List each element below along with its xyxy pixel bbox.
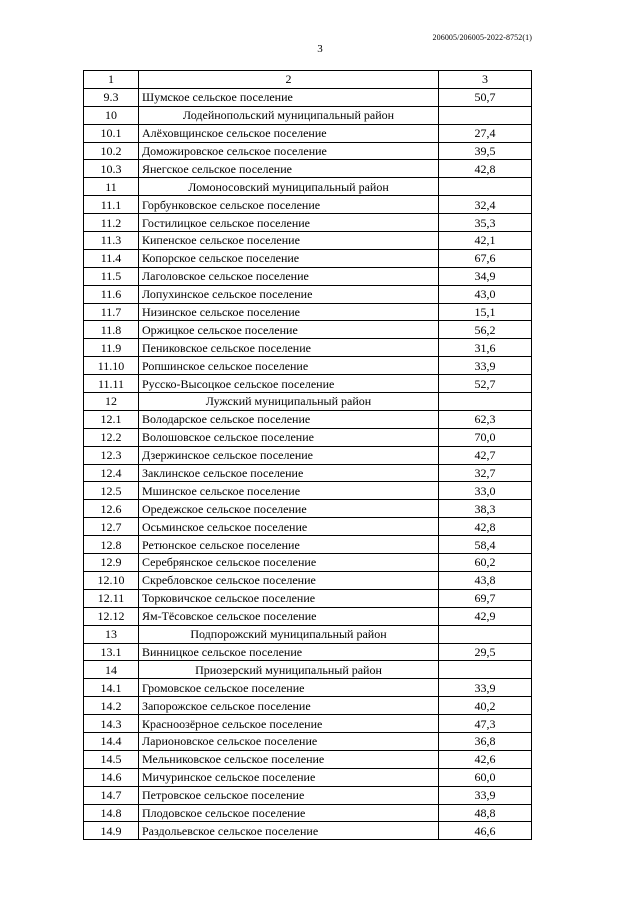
column-header-3: 3 [439, 71, 532, 89]
row-number: 12 [84, 393, 139, 411]
row-value: 42,6 [439, 750, 532, 768]
row-value: 33,9 [439, 786, 532, 804]
column-header-2: 2 [139, 71, 439, 89]
table-row [84, 536, 532, 554]
row-value [439, 178, 532, 196]
row-value: 48,8 [439, 804, 532, 822]
row-number: 12.4 [84, 464, 139, 482]
row-number: 9.3 [84, 88, 139, 106]
row-value: 60,2 [439, 554, 532, 572]
row-value: 50,7 [439, 88, 532, 106]
row-number: 12.5 [84, 482, 139, 500]
district-name: Лодейнопольский муниципальный район [139, 106, 439, 124]
table-row [84, 804, 532, 822]
table-row [84, 786, 532, 804]
settlement-name: Заклинское сельское поселение [139, 464, 439, 482]
table-header-row [84, 71, 532, 89]
settlement-name: Ларионовское сельское поселение [139, 732, 439, 750]
district-row [84, 393, 532, 411]
table-body [84, 88, 532, 839]
row-value [439, 393, 532, 411]
settlement-name: Винницкое сельское поселение [139, 643, 439, 661]
settlement-name: Мшинское сельское поселение [139, 482, 439, 500]
row-value: 33,0 [439, 482, 532, 500]
document-id: 206005/206005-2022-8752(1) [432, 33, 532, 42]
row-value: 32,4 [439, 196, 532, 214]
district-row [84, 625, 532, 643]
settlement-name: Плодовское сельское поселение [139, 804, 439, 822]
row-number: 14 [84, 661, 139, 679]
row-value: 42,7 [439, 446, 532, 464]
row-value: 15,1 [439, 303, 532, 321]
row-value [439, 106, 532, 124]
settlement-name: Дзержинское сельское поселение [139, 446, 439, 464]
table-row [84, 142, 532, 160]
row-number: 11.8 [84, 321, 139, 339]
row-value: 46,6 [439, 822, 532, 840]
row-number: 12.12 [84, 607, 139, 625]
row-number: 11.5 [84, 267, 139, 285]
table-row [84, 88, 532, 106]
row-value: 42,1 [439, 232, 532, 250]
settlement-name: Низинское сельское поселение [139, 303, 439, 321]
settlement-name: Пениковское сельское поселение [139, 339, 439, 357]
row-value: 43,0 [439, 285, 532, 303]
row-value: 40,2 [439, 697, 532, 715]
table-row [84, 679, 532, 697]
row-value: 42,9 [439, 607, 532, 625]
settlement-name: Алёховщинское сельское поселение [139, 124, 439, 142]
settlement-name: Русско-Высоцкое сельское поселение [139, 375, 439, 393]
table-row [84, 518, 532, 536]
table-row [84, 357, 532, 375]
district-row [84, 661, 532, 679]
table-row [84, 428, 532, 446]
settlement-name: Петровское сельское поселение [139, 786, 439, 804]
row-number: 14.5 [84, 750, 139, 768]
row-number: 12.1 [84, 410, 139, 428]
row-value: 67,6 [439, 249, 532, 267]
table-row [84, 267, 532, 285]
district-row [84, 106, 532, 124]
row-value: 33,9 [439, 357, 532, 375]
row-number: 14.4 [84, 732, 139, 750]
district-name: Приозерский муниципальный район [139, 661, 439, 679]
row-value: 43,8 [439, 571, 532, 589]
table-row [84, 160, 532, 178]
table-row [84, 464, 532, 482]
settlement-name: Володарское сельское поселение [139, 410, 439, 428]
table-row [84, 446, 532, 464]
row-number: 12.9 [84, 554, 139, 572]
row-value: 42,8 [439, 160, 532, 178]
row-value: 29,5 [439, 643, 532, 661]
settlement-name: Запорожское сельское поселение [139, 697, 439, 715]
table-row [84, 715, 532, 733]
row-value [439, 661, 532, 679]
settlement-name: Красноозёрное сельское поселение [139, 715, 439, 733]
row-value: 42,8 [439, 518, 532, 536]
table-row [84, 249, 532, 267]
row-number: 14.7 [84, 786, 139, 804]
settlement-name: Громовское сельское поселение [139, 679, 439, 697]
row-value: 70,0 [439, 428, 532, 446]
row-number: 14.1 [84, 679, 139, 697]
row-value: 62,3 [439, 410, 532, 428]
table-row [84, 321, 532, 339]
district-name: Ломоносовский муниципальный район [139, 178, 439, 196]
table-row [84, 589, 532, 607]
row-number: 11.10 [84, 357, 139, 375]
row-value: 52,7 [439, 375, 532, 393]
row-number: 14.3 [84, 715, 139, 733]
row-number: 12.3 [84, 446, 139, 464]
row-number: 11 [84, 178, 139, 196]
row-number: 12.2 [84, 428, 139, 446]
settlement-name: Кипенское сельское поселение [139, 232, 439, 250]
row-value [439, 625, 532, 643]
row-number: 12.8 [84, 536, 139, 554]
row-number: 13 [84, 625, 139, 643]
settlement-name: Скребловское сельское поселение [139, 571, 439, 589]
settlement-name: Осьминское сельское поселение [139, 518, 439, 536]
district-name: Подпорожский муниципальный район [139, 625, 439, 643]
column-header-1: 1 [84, 71, 139, 89]
row-number: 12.10 [84, 571, 139, 589]
settlement-name: Шумское сельское поселение [139, 88, 439, 106]
row-number: 11.7 [84, 303, 139, 321]
settlement-name: Раздольевское сельское поселение [139, 822, 439, 840]
row-number: 14.6 [84, 768, 139, 786]
row-number: 12.6 [84, 500, 139, 518]
settlement-name: Оржицкое сельское поселение [139, 321, 439, 339]
row-number: 14.9 [84, 822, 139, 840]
table-row [84, 482, 532, 500]
table-row [84, 303, 532, 321]
row-value: 69,7 [439, 589, 532, 607]
table-row [84, 750, 532, 768]
row-number: 11.1 [84, 196, 139, 214]
row-value: 34,9 [439, 267, 532, 285]
row-value: 60,0 [439, 768, 532, 786]
table-row [84, 375, 532, 393]
table-row [84, 196, 532, 214]
row-number: 10 [84, 106, 139, 124]
row-value: 32,7 [439, 464, 532, 482]
settlement-name: Торковичское сельское поселение [139, 589, 439, 607]
table-row [84, 410, 532, 428]
table-row [84, 285, 532, 303]
table-row [84, 768, 532, 786]
row-number: 11.11 [84, 375, 139, 393]
row-value: 35,3 [439, 214, 532, 232]
settlement-name: Доможировское сельское поселение [139, 142, 439, 160]
table-row [84, 214, 532, 232]
settlement-name: Лаголовское сельское поселение [139, 267, 439, 285]
table-row [84, 232, 532, 250]
settlement-name: Копорское сельское поселение [139, 249, 439, 267]
settlement-name: Горбунковское сельское поселение [139, 196, 439, 214]
page-number: 3 [317, 43, 323, 55]
row-value: 33,9 [439, 679, 532, 697]
row-value: 36,8 [439, 732, 532, 750]
row-number: 10.1 [84, 124, 139, 142]
table-row [84, 339, 532, 357]
row-number: 11.2 [84, 214, 139, 232]
table-row [84, 822, 532, 840]
settlements-table [83, 70, 532, 840]
row-number: 12.11 [84, 589, 139, 607]
settlement-name: Мичуринское сельское поселение [139, 768, 439, 786]
row-number: 11.4 [84, 249, 139, 267]
table-row [84, 643, 532, 661]
row-number: 12.7 [84, 518, 139, 536]
settlement-name: Оредежское сельское поселение [139, 500, 439, 518]
settlement-name: Волошовское сельское поселение [139, 428, 439, 446]
row-value: 47,3 [439, 715, 532, 733]
table-row [84, 124, 532, 142]
table-row [84, 500, 532, 518]
settlement-name: Ретюнское сельское поселение [139, 536, 439, 554]
settlement-name: Гостилицкое сельское поселение [139, 214, 439, 232]
row-number: 10.2 [84, 142, 139, 160]
row-value: 27,4 [439, 124, 532, 142]
table-row [84, 571, 532, 589]
table-row [84, 732, 532, 750]
row-number: 14.2 [84, 697, 139, 715]
table-row [84, 697, 532, 715]
row-value: 38,3 [439, 500, 532, 518]
row-number: 14.8 [84, 804, 139, 822]
settlement-name: Мельниковское сельское поселение [139, 750, 439, 768]
district-row [84, 178, 532, 196]
settlement-name: Ям-Тёсовское сельское поселение [139, 607, 439, 625]
row-number: 13.1 [84, 643, 139, 661]
settlement-name: Янегское сельское поселение [139, 160, 439, 178]
row-number: 10.3 [84, 160, 139, 178]
row-value: 56,2 [439, 321, 532, 339]
row-value: 31,6 [439, 339, 532, 357]
settlement-name: Ропшинское сельское поселение [139, 357, 439, 375]
table-row [84, 554, 532, 572]
district-name: Лужский муниципальный район [139, 393, 439, 411]
row-number: 11.6 [84, 285, 139, 303]
table-row [84, 607, 532, 625]
row-value: 58,4 [439, 536, 532, 554]
row-number: 11.9 [84, 339, 139, 357]
row-number: 11.3 [84, 232, 139, 250]
settlement-name: Серебрянское сельское поселение [139, 554, 439, 572]
settlement-name: Лопухинское сельское поселение [139, 285, 439, 303]
row-value: 39,5 [439, 142, 532, 160]
